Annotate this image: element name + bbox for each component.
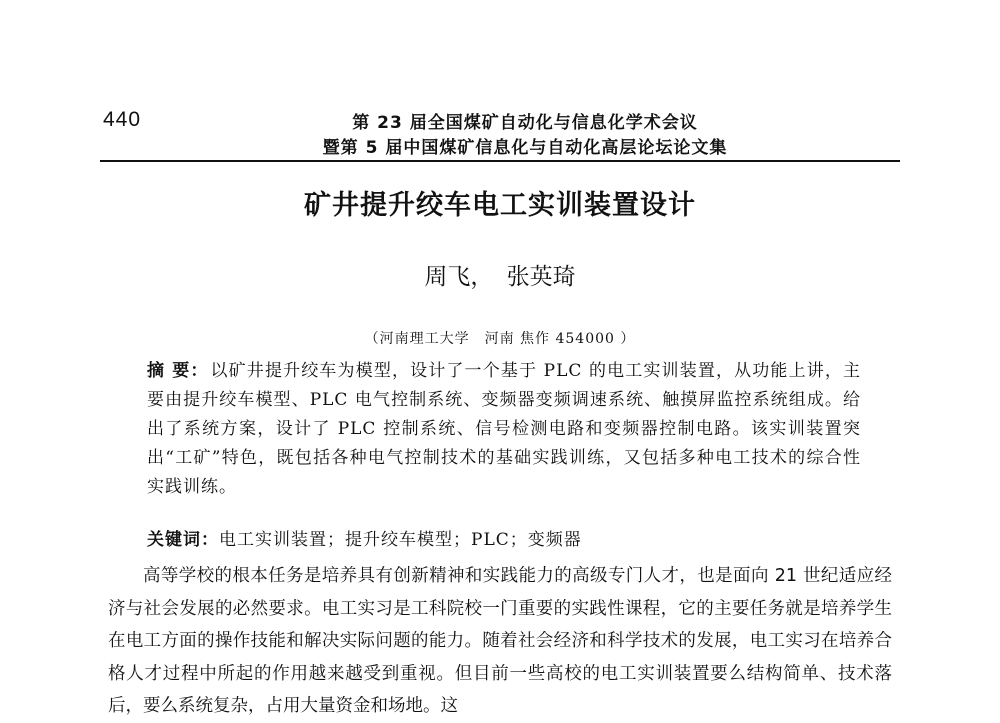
keywords-text: 电工实训装置；提升绞车模型；PLC；变频器 — [219, 530, 582, 550]
keywords — [147, 528, 861, 552]
header-rule — [100, 160, 900, 162]
author-affiliation: （河南理工大学 河南 焦作 454000 ） — [364, 331, 636, 347]
article-authors: 周飞， 张英琦 — [424, 264, 576, 290]
article-title: 矿井提升绞车电工实训装置设计 — [304, 190, 696, 221]
running-head-line1: 第 23 届全国煤矿自动化与信息化学术会议 — [352, 113, 698, 133]
abstract — [147, 357, 861, 502]
abstract-text: 以矿井提升绞车为模型，设计了一个基于 PLC 的电工实训装置，从功能上讲，主要由提升绞车模型、PLC 电气控制系统、变频器变频调速系统、触摸屏监控系统组成。给出了系统方案，设计了 PLC 控制系统、信号检测电路和变频器控制电路。该实训装置突出“工矿”特色，既包括各种电气控制技术的基础实践训练，又包括多种电工技术的综合性实践训练。 — [147, 361, 862, 497]
running-head-line2: 暨第 5 届中国煤矿信息化与自动化高层论坛论文集 — [322, 138, 728, 158]
abstract-label: 摘 要： — [147, 361, 209, 381]
body-paragraph: 高等学校的根本任务是培养具有创新精神和实践能力的高级专门人才，也是面向 21 世纪适应经济与社会发展的必然要求。电工实习是工科院校一门重要的实践性课程，它的主要任务就是培养学生在电工方面的操作技能和解决实际问题的能力。随着社会经济和科学技术的发展，电工实习在培养合格人才过程中所起的作用越来越受到重视。但目前一些高校的电工实训装置要么结构简单、技术落后，要么系统复杂，占用大量资金和场地。这 — [108, 566, 892, 716]
keywords-label: 关键词： — [147, 530, 219, 550]
page-number: 440 — [103, 108, 142, 131]
